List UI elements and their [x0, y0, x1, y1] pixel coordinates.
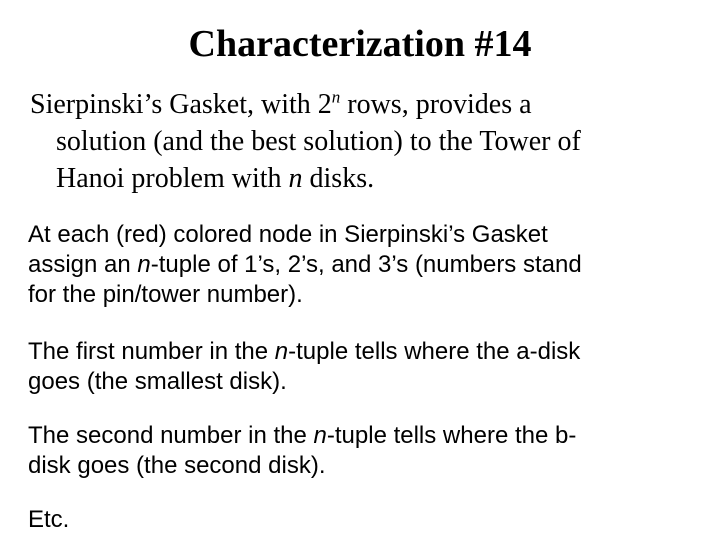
paragraph-text: The first number in the [28, 338, 275, 365]
paragraph-line [28, 337, 708, 367]
paragraph-line: disk goes (the second disk). [28, 452, 326, 479]
intro-text: rows, provides a [340, 89, 532, 120]
intro-text: Hanoi problem with [56, 163, 289, 194]
paragraph-text: assign an [28, 251, 138, 278]
intro-line-1 [30, 86, 695, 123]
paragraph-second-number [28, 421, 708, 481]
paragraph-text: The second number in the [28, 422, 314, 449]
variable-n: n [274, 338, 289, 365]
variable-n: n [288, 163, 303, 194]
exponent-n: n [331, 87, 341, 107]
paragraph-line: At each (red) colored node in Sierpinski’s Gasket [28, 221, 548, 248]
intro-paragraph [30, 86, 695, 197]
paragraph-text: -tuple of 1’s, 2’s, and 3’s (numbers stand [150, 251, 582, 278]
variable-n: n [137, 251, 151, 278]
intro-text: Sierpinski’s Gasket, with 2 [30, 89, 332, 120]
paragraph-text: -tuple tells where the a-disk [288, 338, 581, 365]
paragraph-etc: Etc. [28, 506, 70, 533]
paragraph-line [28, 421, 708, 451]
paragraph-text: -tuple tells where the b- [326, 422, 577, 449]
intro-line-3 [30, 160, 695, 197]
paragraph-line: goes (the smallest disk). [28, 368, 287, 395]
slide-title: Characterization #14 [188, 23, 532, 65]
paragraph-line [28, 250, 708, 280]
paragraph-first-number [28, 337, 708, 397]
intro-line-2: solution (and the best solution) to the Tower of [56, 126, 581, 157]
paragraph-line: for the pin/tower number). [28, 281, 303, 308]
variable-n: n [313, 422, 327, 449]
paragraph-assign-tuple [28, 220, 708, 310]
intro-text: disks. [302, 163, 375, 194]
